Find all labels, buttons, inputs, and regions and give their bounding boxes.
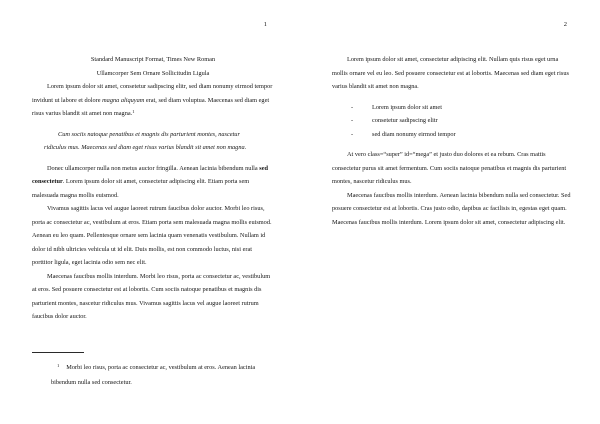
footnote-separator-rule [32, 352, 84, 353]
list-item-text: Lorem ipsum dolor sit amet [372, 103, 442, 111]
paragraph-text: . Lorem ipsum dolor sit amet, consectetur adipiscing elit. Etiam porta sem malesuada magna mollis euismod. [32, 178, 250, 199]
paragraph-vivamus: Vivamus sagittis lacus vel augue laoreet rutrum faucibus dolor auctor. Morbi leo risus, porta ac consectetur ac, vestibulum at eros. Etiam porta sem malesuada magna mollis euismod. Aenean eu leo quam. Pellentesque ornare sem lacinia quam venenatis vestibulum. Nullam id dolor id nibh ultricies vehicula ut id elit. Duis mollis, est non commodo luctus, nisi erat porttitor ligula, eget lacinia odio sem nec elit. [32, 205, 272, 266]
paragraph-donec [32, 162, 274, 203]
footnote [51, 361, 274, 390]
block-quote: Cum sociis natoque penatibus et magnis dis parturient montes, nascetur ridiculus mus. Maecenas sed diam eget risus varius blandit sit amet non magna. [44, 130, 247, 151]
bullet-dash-marker: - [351, 130, 354, 138]
paragraph-text: erat, sed diam voluptua. Maecenas sed diam eget risus varius blandit sit amet non magna. [32, 96, 270, 117]
list-item-text: sed diam nonumy eirmod tempor [372, 130, 456, 138]
list-item-text: consetetur sadipscing elitr [372, 117, 438, 124]
page-2 [300, 0, 600, 424]
list-item [332, 101, 574, 115]
list-item [332, 128, 574, 142]
doc-title-line-2: Ullamcorper Sem Ornare Sollicitudin Ligula [96, 69, 210, 77]
page-2-number: 2 [563, 21, 567, 28]
doc-title-line-1: Standard Manuscript Format, Times New Roman [90, 56, 216, 63]
paragraph-maecenas: Maecenas faucibus mollis interdum. Morbi leo risus, porta ac consectetur ac, vestibulum at eros. Sed posuere consectetur est at lobortis. Cum sociis natoque penatibus et magnis dis parturient montes, nascetur ridiculus mus. Vivamus sagittis lacus vel augue laoreet rutrum faucibus dolor auctor. [32, 272, 271, 320]
page-1-number: 1 [263, 21, 267, 28]
paragraph-lorem [32, 80, 274, 121]
page-1-content [32, 53, 274, 324]
list-item [332, 114, 574, 128]
bullet-dash-marker: - [351, 117, 354, 124]
footnote-reference-marker: 1 [132, 108, 135, 114]
bullet-list [332, 101, 574, 142]
footnote-text: Morbi leo risus, porta ac consectetur ac, vestibulum at eros. Aenean lacinia bibendum nulla sed consectetur. [51, 364, 256, 386]
bullet-dash-marker: - [351, 103, 354, 111]
paragraph-lorem-2: Lorem ipsum dolor sit amet, consectetur adipiscing elit. Nullam quis risus eget urna mollis ornare vel eu leo. Sed posuere consectetur est at lobortis. Maecenas sed diam eget risus varius blandit sit amet non magna. [332, 56, 569, 90]
bold-phrase: sed consectetur [32, 164, 269, 185]
paragraph-maecenas-2: Maecenas faucibus mollis interdum. Aenean lacinia bibendum nulla sed consectetur. Sed posuere consectetur est at lobortis. Cras justo odio, dapibus ac facilisis in, egestas eget quam. Maecenas faucibus mollis interdum. Lorem ipsum dolor sit amet, consectetur adipiscing elit. [332, 191, 571, 226]
footnote-area [32, 352, 274, 390]
page-2-content [332, 53, 574, 229]
paragraph-text: Donec ullamcorper nulla non metus auctor fringilla. Aenean lacinia bibendum nulla [47, 164, 260, 172]
paragraph-at-vero: At vero class=“super” id=“mega” et justo duo dolores et ea rebum. Cras mattis consectetur purus sit amet fermentum. Cum sociis natoque penatibus et magnis dis parturient montes, nascetur ridiculus mus. [332, 151, 567, 185]
paragraph-text: Lorem ipsum dolor sit amet, consetetur sadipscing elitr, sed diam nonumy eirmod tempor invidunt ut labore et dolore [32, 83, 273, 104]
footnote-number: 1 [57, 362, 60, 368]
italic-phrase: magna aliquyam [102, 96, 145, 104]
